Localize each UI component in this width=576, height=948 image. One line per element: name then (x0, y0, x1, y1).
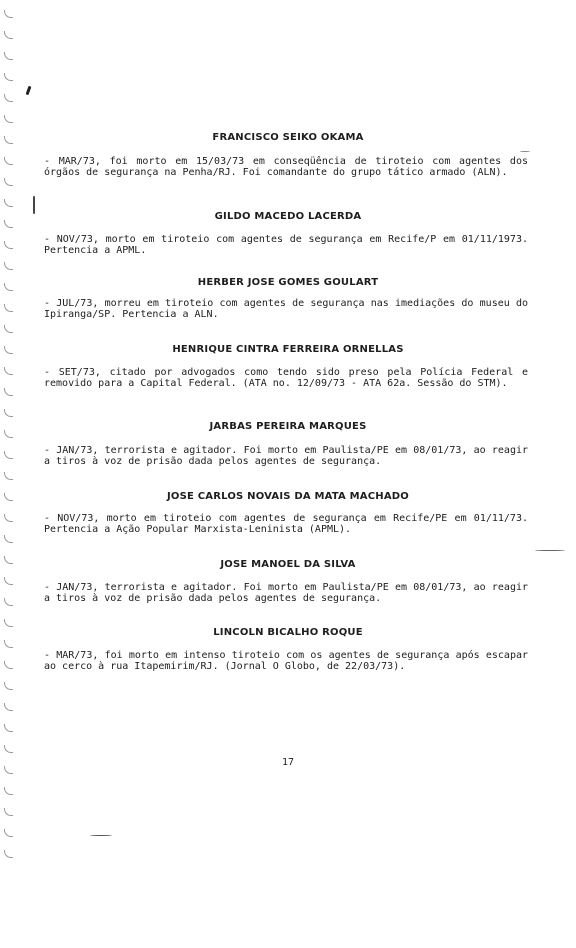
entry-text: - NOV/73, morto em tiroteio com agentes de segurança em Recife/PE em 01/11/73. Pertencia a Ação Popular Marxista-Leninista (APML). (44, 513, 528, 535)
binder-hole (4, 451, 13, 459)
binder-hole (4, 535, 13, 543)
entry-heading: JOSE CARLOS NOVAIS DA MATA MACHADO (167, 491, 409, 502)
scan-mark (535, 550, 565, 551)
binder-hole (4, 577, 13, 585)
entry-heading: LINCOLN BICALHO ROQUE (213, 627, 363, 638)
binder-hole (4, 703, 13, 711)
binder-hole (4, 472, 13, 480)
entry-heading: FRANCISCO SEIKO OKAMA (212, 132, 364, 143)
binder-hole (4, 73, 13, 81)
binder-hole (4, 829, 13, 837)
binder-hole (4, 388, 13, 396)
binder-hole (4, 115, 13, 123)
entry-heading: GILDO MACEDO LACERDA (214, 211, 362, 222)
binder-hole (4, 325, 13, 333)
binder-hole (4, 409, 13, 417)
binder-hole (4, 661, 13, 669)
entry-heading: HERBER JOSE GOMES GOULART (197, 277, 379, 288)
binder-hole (4, 10, 13, 18)
scan-mark (90, 835, 112, 836)
entry-text: - JAN/73, terrorista e agitador. Foi morto em Paulista/PE em 08/01/73, ao reagir a tiros à voz de prisão dada pelos agentes de segurança. (44, 582, 528, 604)
entry-text: - MAR/73, foi morto em 15/03/73 em conseqüência de tiroteio com agentes dos órgãos de segurança na Penha/RJ. Foi comandante do grupo tático armado (ALN). (44, 156, 528, 178)
binder-hole (4, 808, 13, 816)
entry-heading: JOSE MANOEL DA SILVA (220, 559, 356, 570)
entry-text: - SET/73, citado por advogados como tendo sido preso pela Polícia Federal e removido para a Capital Federal. (ATA no. 12/09/73 - ATA 62a. Sessão do STM). (44, 367, 528, 389)
binder-hole (4, 850, 13, 858)
binder-hole (4, 640, 13, 648)
scan-mark (26, 86, 32, 95)
binder-hole (4, 787, 13, 795)
binder-hole (4, 367, 13, 375)
scan-mark (520, 151, 530, 152)
entry-text: - JAN/73, terrorista e agitador. Foi morto em Paulista/PE em 08/01/73, ao reagir a tiros à voz de prisão dada pelos agentes de segurança. (44, 445, 528, 467)
binder-hole (4, 262, 13, 270)
binder-hole (4, 157, 13, 165)
entry-text: - JUL/73, morreu em tiroteio com agentes de segurança nas imediações do museu do Ipiranga/SP. Pertencia a ALN. (44, 298, 528, 320)
entry-text: - NOV/73, morto em tiroteio com agentes de segurança em Recife/P em 01/11/1973. Pertencia a APML. (44, 234, 528, 256)
entry-heading: HENRIQUE CINTRA FERREIRA ORNELLAS (172, 344, 404, 355)
binder-hole (4, 745, 13, 753)
entry-text: - MAR/73, foi morto em intenso tiroteio com os agentes de segurança após escapar ao cerco à rua Itapemirim/RJ. (Jornal O Globo, de 22/03/73). (44, 650, 528, 672)
binder-hole (4, 199, 13, 207)
binder-hole (4, 514, 13, 522)
binder-hole (4, 619, 13, 627)
binder-hole (4, 178, 13, 186)
binder-hole (4, 598, 13, 606)
binder-hole (4, 94, 13, 102)
binder-hole (4, 304, 13, 312)
binder-hole (4, 52, 13, 60)
binder-hole (4, 724, 13, 732)
entry-heading: JARBAS PEREIRA MARQUES (209, 421, 367, 432)
page-bottom-margin (0, 870, 576, 948)
page-number: 17 (281, 757, 295, 768)
binder-hole (4, 682, 13, 690)
binder-hole (4, 241, 13, 249)
binder-hole (4, 31, 13, 39)
binder-holes (0, 0, 22, 870)
